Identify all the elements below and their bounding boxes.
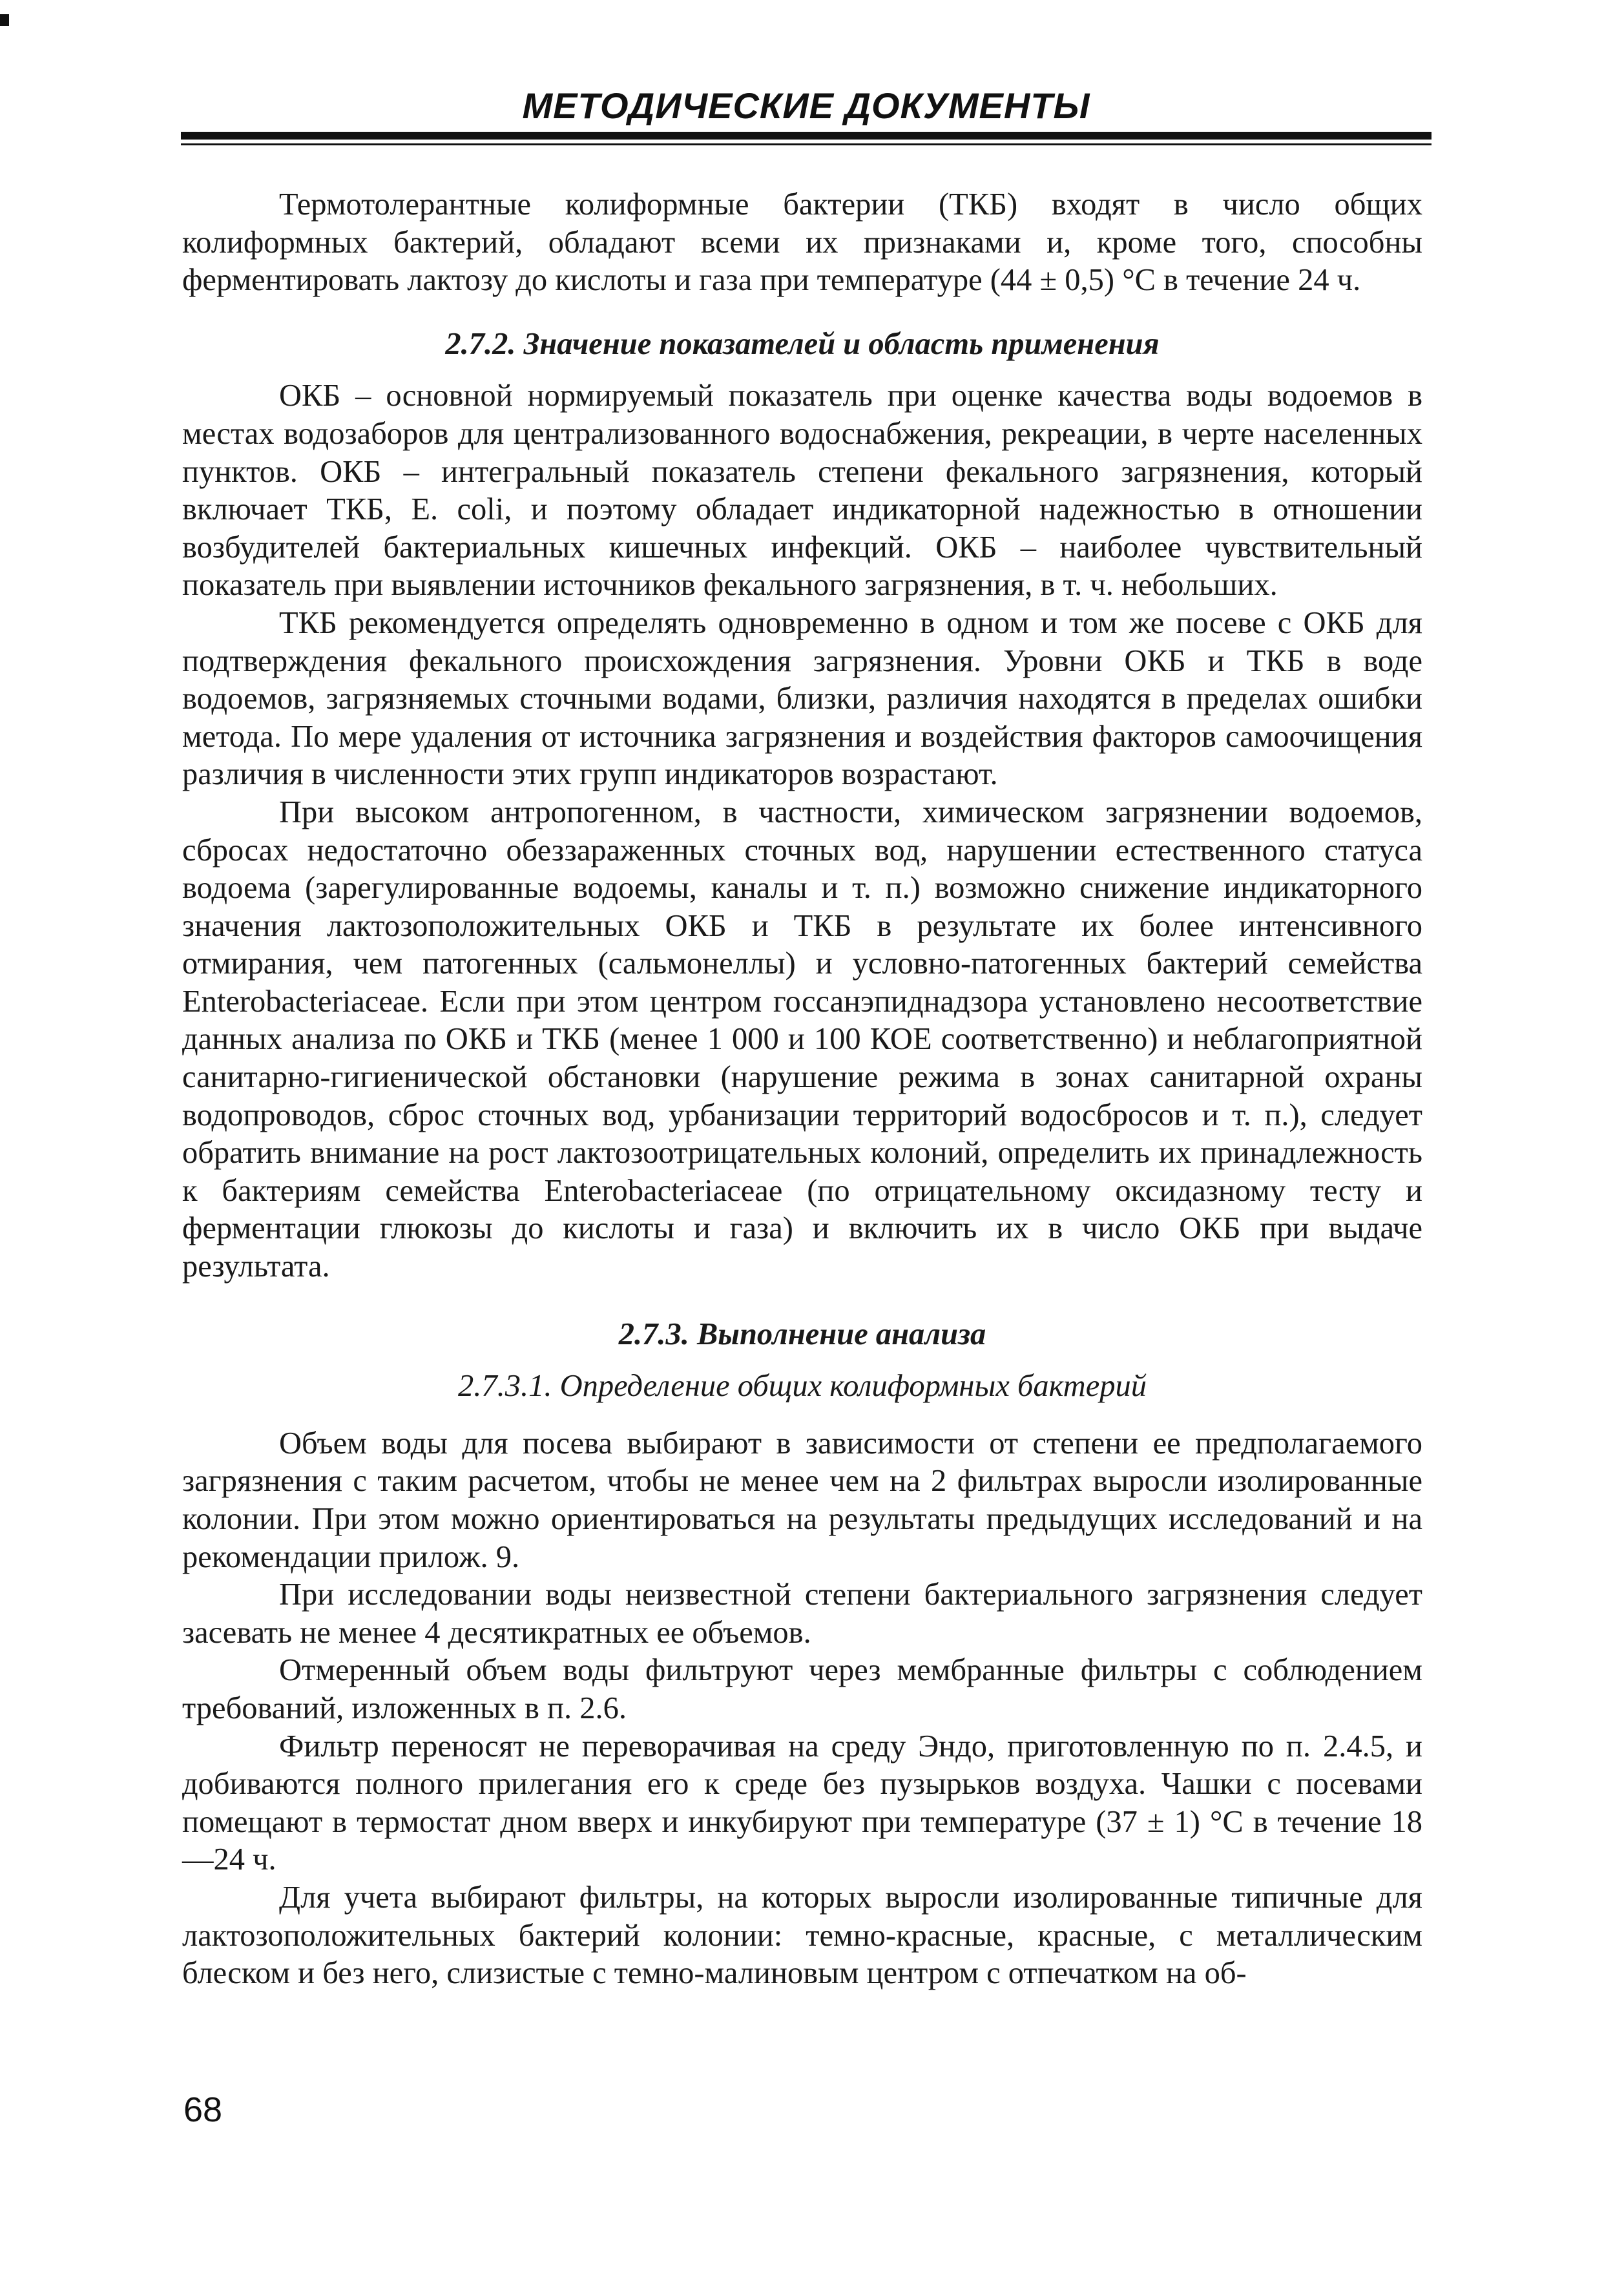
page-content [182, 186, 1422, 1993]
running-header [181, 83, 1431, 145]
paragraph: ТКБ рекомендуется определять одновременно в одном и том же посеве с ОКБ для подтверждения фекального происхождения загрязнения. Уровни ОКБ и ТКБ в воде водоемов, загрязняемых сточными водами, близки, различия находятся в пределах ошибки метода. По мере удаления от источника загрязнения и воздействия факторов самоочищения различия в численности этих групп индикаторов возрастают. [182, 605, 1422, 792]
header-rule-thick [181, 132, 1431, 140]
subsection-heading-2-7-3-1: 2.7.3.1. Определение общих колиформных бактерий [458, 1369, 1147, 1404]
page-number: 68 [183, 2090, 223, 2129]
intro-paragraph: Термотолерантные колиформные бактерии (ТКБ) входят в число общих колиформных бактерий, обладают всеми их признаками и, кроме того, способны ферментировать лактозу до кислоты и газа при температуре (44 ± 0,5) °С в течение 24 ч. [182, 187, 1422, 298]
paragraph: Для учета выбирают фильтры, на которых выросли изолированные типичные для лактозоположительных бактерий колонии: темно-красные, красные, с металлическим блеском и без него, слизистые с темно-малиновым центром с отпечатком на об- [182, 1880, 1422, 1991]
paragraph: ОКБ – основной нормируемый показатель при оценке качества воды водоемов в местах водозаборов для централизованного водоснабжения, рекреации, в черте населенных пунктов. ОКБ – интегральный показатель степени фекального загрязнения, который включает ТКБ, E. coli, и поэтому обладает индикаторной надежностью в отношении возбудителей бактериальных кишечных инфекций. ОКБ – наиболее чувствительный показатель при выявлении источников фекального загрязнения, в т. ч. небольших. [182, 379, 1422, 603]
paragraph: При исследовании воды неизвестной степени бактериального загрязнения следует засевать не менее 4 десятикратных ее объемов. [182, 1577, 1422, 1650]
paragraph: Отмеренный объем воды фильтруют через мембранные фильтры с соблюдением требований, изложенных в п. 2.6. [182, 1653, 1422, 1725]
section-heading-2-7-3: 2.7.3. Выполнение анализа [618, 1316, 986, 1351]
header-rule-thin [181, 143, 1431, 145]
paragraph: Фильтр переносят не переворачивая на среду Эндо, приготовленную по п. 2.4.5, и добиваются полного прилегания его к среде без пузырьков воздуха. Чашки с посевами помещают в термостат дном вверх и инкубируют при температуре (37 ± 1) °С в течение 18—24 ч. [182, 1729, 1422, 1877]
scan-corner-mark [0, 14, 9, 26]
paragraph: Объем воды для посева выбирают в зависимости от степени ее предполагаемого загрязнения с таким расчетом, чтобы не менее чем на 2 фильтрах выросли изолированные колонии. При этом можно ориентироваться на результаты предыдущих исследований и на рекомендации прилож. 9. [182, 1426, 1422, 1574]
header-title: МЕТОДИЧЕСКИЕ ДОКУМЕНТЫ [522, 85, 1090, 126]
paragraph: При высоком антропогенном, в частности, химическом загрязнении водоемов, сбросах недостаточно обеззараженных сточных вод, нарушении естественного статуса водоема (зарегулированные водоемы, каналы и т. п.) возможно снижение индикаторного значения лактозоположительных ОКБ и ТКБ в результате их более интенсивного отмирания, чем патогенных (сальмонеллы) и условно-патогенных бактерий семейства Enterobacteriaceae. Если при этом центром госсанэпиднадзора установлено несоответствие данных анализа по ОКБ и ТКБ (менее 1 000 и 100 КОЕ соответственно) и неблагоприятной санитарно-гигиенической обстановки (нарушение режима в зонах санитарной охраны водопроводов, сброс сточных вод, урбанизации территорий водосбросов и т. п.), следует обратить внимание на рост лактозоотрицательных колоний, определить их принадлежность к бактериям семейства Enterobacteriaceae (по отрицательному оксидазному тесту и ферментации глюкозы до кислоты и газа) и включить их в число ОКБ при выдаче результата. [182, 795, 1422, 1284]
section-heading-2-7-2: 2.7.2. Значение показателей и область применения [445, 326, 1160, 361]
